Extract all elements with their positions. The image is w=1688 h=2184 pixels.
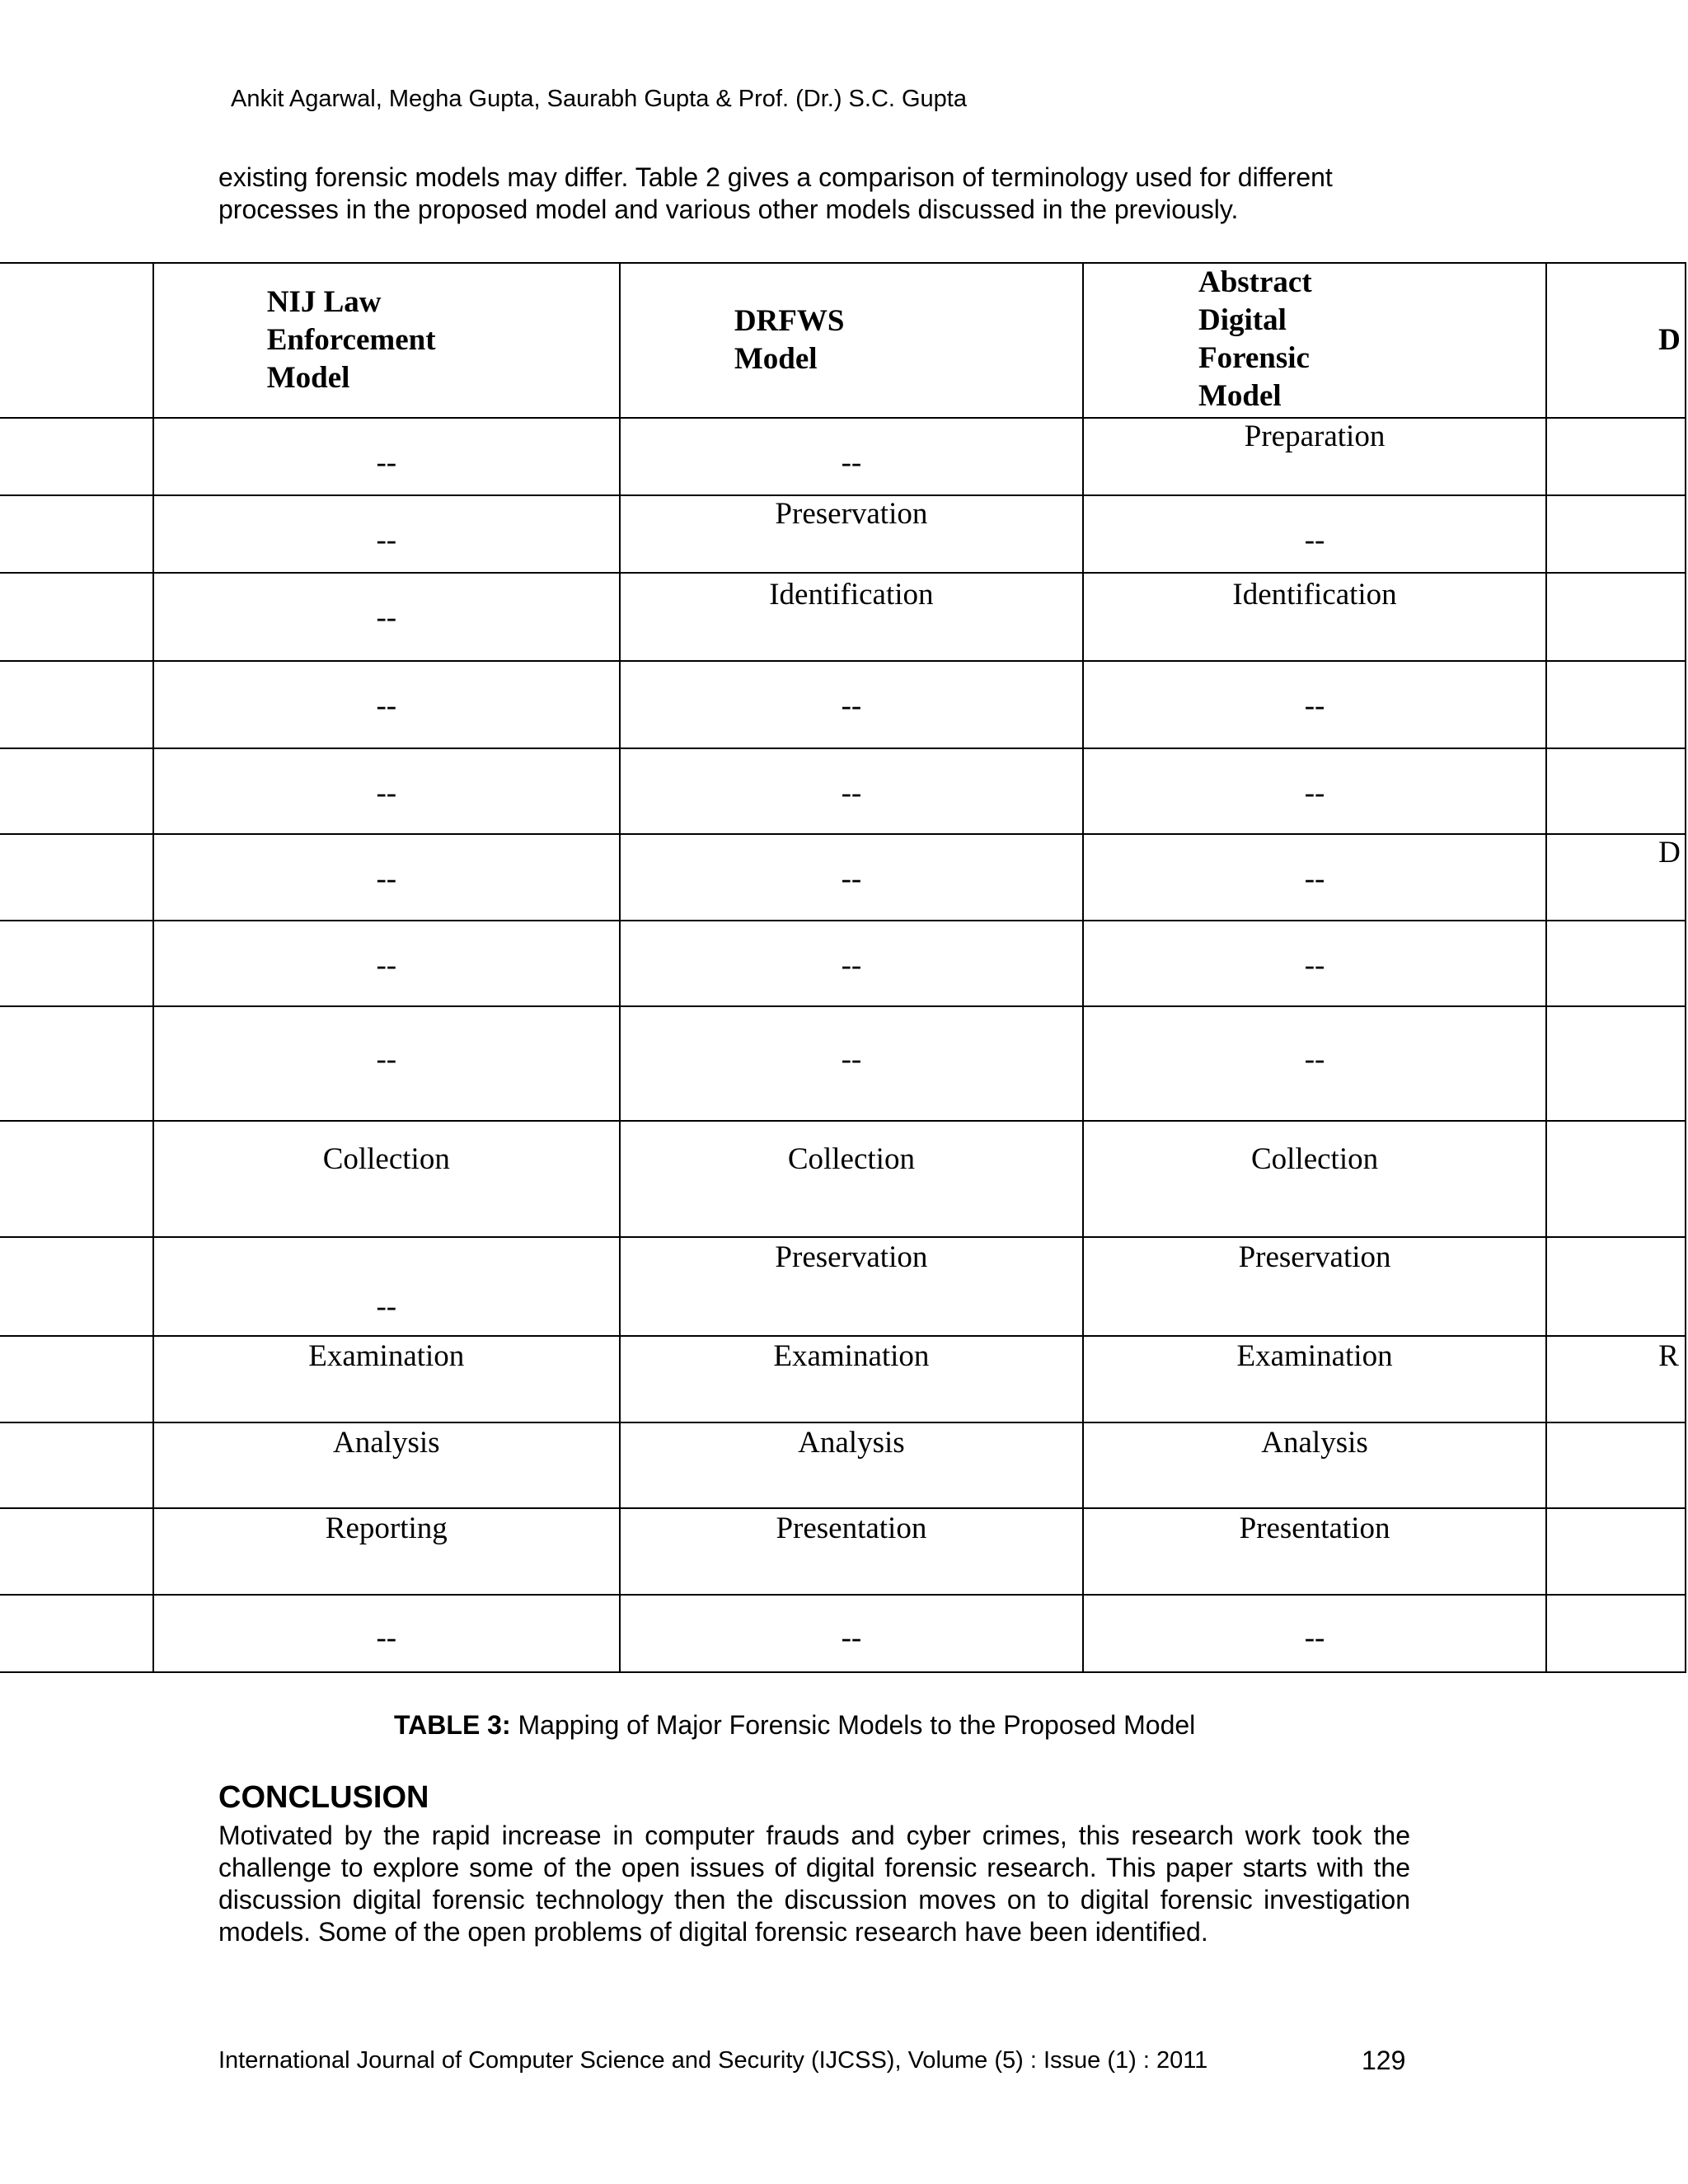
table-cell-drfws: [620, 661, 1083, 748]
table-cell-text-abstract: Analysis: [1261, 1426, 1368, 1460]
header-nij-model: [153, 263, 620, 418]
table-row: [0, 573, 1686, 661]
table-cell-abstract: [1083, 661, 1546, 748]
table-cell-abstract: [1083, 1006, 1546, 1121]
table-cell-cut-right: [1546, 1121, 1686, 1237]
table-cell-text-abstract: Collection: [1250, 1142, 1379, 1176]
table-cell-text-nij: --: [376, 446, 397, 480]
table-cell-cut-right: [1546, 1237, 1686, 1336]
table-cell-text-abstract: Preservation: [1238, 1240, 1391, 1274]
table-cell-text-nij: --: [376, 949, 397, 982]
table-caption: [394, 1710, 1195, 1741]
header-abstract-line-2: Digital: [1198, 303, 1287, 337]
table-cell-cut-left: [0, 1237, 153, 1336]
table-cell-text-nij: --: [376, 1621, 397, 1655]
table-cell-text-cut: D: [1658, 836, 1681, 869]
table-row: [0, 1595, 1686, 1672]
table-cell-cut-left: [0, 748, 153, 834]
table-cell-cut-left: [0, 1595, 153, 1672]
table-cell-nij: [153, 661, 620, 748]
table-row: [0, 834, 1686, 921]
table-row: [0, 1508, 1686, 1595]
table-cell-abstract: [1083, 1595, 1546, 1672]
header-nij-line-2: Enforcement: [266, 323, 436, 357]
header-abstract-line-4: Model: [1198, 379, 1282, 413]
table-cell-text-cut: R: [1658, 1339, 1679, 1373]
table-row: [0, 1121, 1686, 1237]
conclusion-heading: CONCLUSION: [218, 1780, 429, 1815]
header-nij-line-3: Model: [266, 361, 350, 395]
table-cell-text-drfws: Preservation: [775, 1240, 928, 1274]
table-caption-label: TABLE 3:: [394, 1710, 511, 1740]
table-cell-abstract: [1083, 1508, 1546, 1595]
table-row: [0, 1237, 1686, 1336]
header-abstract-model: [1083, 263, 1546, 418]
table-cell-cut-right: [1546, 748, 1686, 834]
table-cell-cut-left: [0, 921, 153, 1006]
table-row: [0, 1006, 1686, 1121]
table-cell-drfws: [620, 1508, 1083, 1595]
table-cell-cut-right: [1546, 573, 1686, 661]
table-cell-cut-right: [1546, 495, 1686, 573]
table-cell-abstract: [1083, 921, 1546, 1006]
table-cell-text-nij: --: [376, 776, 397, 810]
table-cell-cut-right: [1546, 661, 1686, 748]
table-cell-text-drfws: --: [841, 949, 862, 982]
table-cell-nij: [153, 1508, 620, 1595]
table-cell-nij: [153, 748, 620, 834]
header-drfws-line-1: DRFWS: [734, 304, 845, 338]
table-cell-abstract: [1083, 1336, 1546, 1422]
table-cell-text-nij: Collection: [322, 1142, 450, 1176]
table-cell-cut-left: [0, 1508, 153, 1595]
table-cell-text-abstract: --: [1304, 776, 1325, 810]
table-caption-text: Mapping of Major Forensic Models to the Proposed Model: [510, 1710, 1196, 1740]
table-cell-cut-left: [0, 661, 153, 748]
table-cell-drfws: [620, 748, 1083, 834]
table-cell-cut-right: [1546, 1595, 1686, 1672]
table-cell-cut-left: [0, 1336, 153, 1422]
table-cell-drfws: [620, 1237, 1083, 1336]
table-cell-text-nij: Analysis: [333, 1426, 440, 1460]
table-cell-drfws: [620, 418, 1083, 495]
table-row: [0, 418, 1686, 495]
table-cell-text-nij: Reporting: [325, 1511, 448, 1545]
table-header-row: [0, 263, 1686, 418]
table-cell-cut-right: [1546, 1006, 1686, 1121]
table-cell-drfws: [620, 921, 1083, 1006]
table-cell-abstract: [1083, 495, 1546, 573]
table-cell-nij: [153, 1422, 620, 1508]
table-cell-nij: [153, 1121, 620, 1237]
table-cell-abstract: [1083, 573, 1546, 661]
table-cell-drfws: [620, 1336, 1083, 1422]
table-cell-text-nij: --: [376, 862, 397, 896]
table-cell-cut-left: [0, 1006, 153, 1121]
table-cell-abstract: [1083, 834, 1546, 921]
table-cell-text-nij: --: [376, 523, 397, 557]
table-cell-drfws: [620, 495, 1083, 573]
table-cell-text-abstract: --: [1304, 862, 1325, 896]
table-cell-drfws: [620, 1422, 1083, 1508]
running-head-authors: Ankit Agarwal, Megha Gupta, Saurabh Gupta & Prof. (Dr.) S.C. Gupta: [231, 86, 967, 112]
table-cell-nij: [153, 418, 620, 495]
table-cell-drfws: [620, 1121, 1083, 1237]
table-cell-text-abstract: Preparation: [1244, 419, 1386, 453]
table-cell-abstract: [1083, 418, 1546, 495]
table-cell-text-drfws: Collection: [787, 1142, 915, 1176]
header-cut-right-text: D: [1658, 323, 1681, 357]
table-cell-text-nij: --: [376, 1043, 397, 1076]
table-cell-nij: [153, 834, 620, 921]
table-cell-text-nij: --: [376, 601, 397, 635]
table-cell-cut-right: [1546, 1508, 1686, 1595]
table-cell-cut-left: [0, 1422, 153, 1508]
header-nij-line-1: NIJ Law: [266, 285, 382, 319]
table-row: [0, 748, 1686, 834]
table-cell-text-drfws: --: [841, 1621, 862, 1655]
mapping-table: [0, 262, 1686, 1673]
table-row: [0, 921, 1686, 1006]
table-cell-text-nij: --: [376, 1290, 397, 1324]
table-cell-text-drfws: --: [841, 862, 862, 896]
table-cell-text-drfws: Presentation: [776, 1511, 927, 1545]
table-cell-cut-right: [1546, 1422, 1686, 1508]
table-cell-text-abstract: Examination: [1236, 1339, 1393, 1373]
table-row: [0, 1422, 1686, 1508]
table-cell-text-abstract: Presentation: [1239, 1511, 1390, 1545]
header-cell-cut-left: [0, 263, 153, 418]
table-cell-abstract: [1083, 1237, 1546, 1336]
table-cell-abstract: [1083, 1422, 1546, 1508]
header-drfws-model: [620, 263, 1083, 418]
table-cell-drfws: [620, 1595, 1083, 1672]
table-cell-cut-right: [1546, 921, 1686, 1006]
table-cell-abstract: [1083, 1121, 1546, 1237]
table-cell-text-abstract: --: [1304, 689, 1325, 723]
table-cell-nij: [153, 495, 620, 573]
page-number: 129: [1362, 2046, 1406, 2075]
table-cell-text-drfws: Examination: [773, 1339, 930, 1373]
table-cell-cut-right: [1546, 834, 1686, 921]
table-cell-nij: [153, 1006, 620, 1121]
table-cell-text-drfws: --: [841, 689, 862, 723]
conclusion-paragraph: Motivated by the rapid increase in computer frauds and cyber crimes, this research work took the challenge to explore some of the open issues of digital forensic research. This paper starts with the discussion digital forensic technology then the discussion moves on to digital forensic investigation models. Some of the open problems of digital forensic research have been identified.: [218, 1821, 1410, 1947]
table-cell-nij: [153, 573, 620, 661]
table-cell-cut-right: [1546, 418, 1686, 495]
table-cell-text-abstract: --: [1304, 1043, 1325, 1076]
table-cell-text-drfws: Analysis: [798, 1426, 905, 1460]
intro-paragraph: existing forensic models may differ. Table 2 gives a comparison of terminology used for different processes in the proposed model and various other models discussed in the previously.: [218, 162, 1333, 224]
journal-footer: International Journal of Computer Science and Security (IJCSS), Volume (5) : Issue (1) : 2011: [218, 2047, 1208, 2074]
table-cell-drfws: [620, 834, 1083, 921]
table-row: [0, 661, 1686, 748]
table-cell-text-drfws: --: [841, 1043, 862, 1076]
table-cell-nij: [153, 1595, 620, 1672]
table-row: [0, 495, 1686, 573]
header-drfws-line-2: Model: [734, 342, 818, 376]
table-cell-text-abstract: Identification: [1232, 578, 1397, 612]
table-cell-text-drfws: --: [841, 446, 862, 480]
table-cell-nij: [153, 1237, 620, 1336]
table-cell-drfws: [620, 573, 1083, 661]
table-cell-nij: [153, 921, 620, 1006]
header-cut-right: [1546, 263, 1686, 418]
table-cell-text-nij: Examination: [308, 1339, 465, 1373]
table-cell-cut-left: [0, 573, 153, 661]
table-cell-text-abstract: --: [1304, 523, 1325, 557]
table-cell-text-drfws: Identification: [769, 578, 934, 612]
table-cell-cut-left: [0, 1121, 153, 1237]
header-abstract-line-3: Forensic: [1198, 341, 1310, 375]
header-abstract-line-1: Abstract: [1198, 265, 1312, 299]
table-cell-cut-right: [1546, 1336, 1686, 1422]
table-cell-drfws: [620, 1006, 1083, 1121]
table-cell-text-drfws: --: [841, 776, 862, 810]
table-cell-cut-left: [0, 418, 153, 495]
table-cell-abstract: [1083, 748, 1546, 834]
table-cell-text-abstract: --: [1304, 949, 1325, 982]
table-row: [0, 1336, 1686, 1422]
table-cell-text-drfws: Preservation: [775, 497, 928, 531]
table-cell-text-nij: --: [376, 689, 397, 723]
table-cell-text-abstract: --: [1304, 1621, 1325, 1655]
table-cell-cut-left: [0, 495, 153, 573]
table-cell-nij: [153, 1336, 620, 1422]
table-cell-cut-left: [0, 834, 153, 921]
